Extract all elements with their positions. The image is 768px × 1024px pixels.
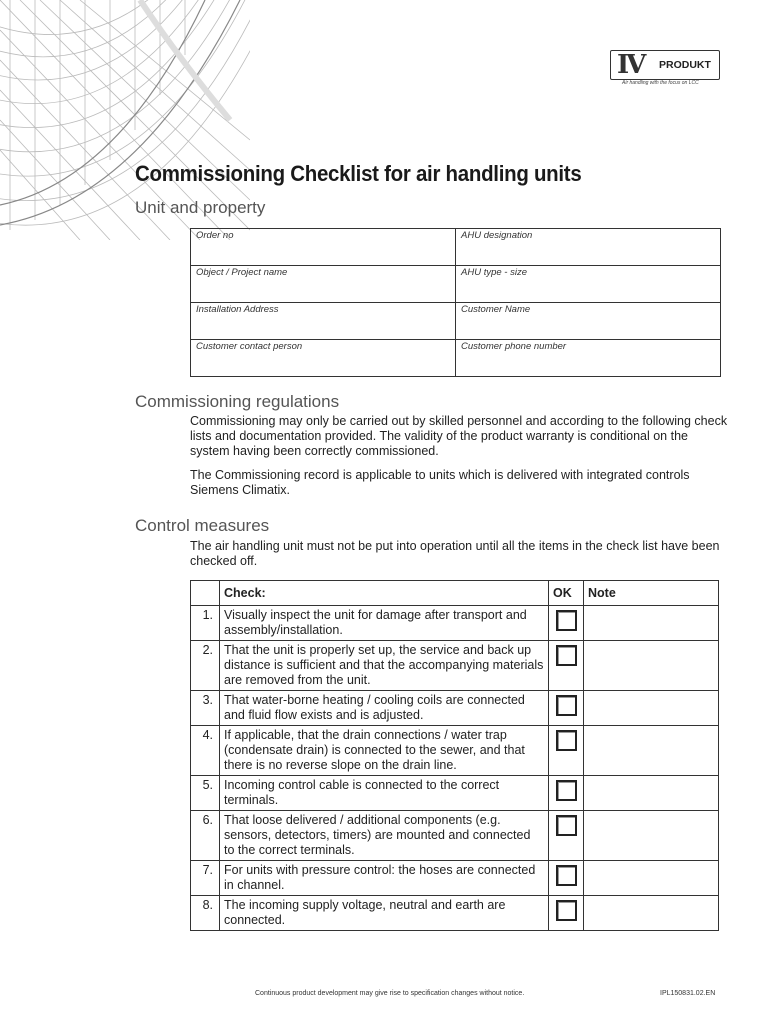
- ok-cell: [549, 861, 584, 896]
- control-measures-heading: Control measures: [135, 516, 270, 535]
- item-text: Visually inspect the unit for damage after transport and assembly/installation.: [220, 606, 549, 641]
- iv-produkt-logo: [610, 42, 722, 92]
- ok-checkbox[interactable]: [556, 730, 577, 751]
- ok-cell: [549, 811, 584, 861]
- checklist-row: [191, 861, 719, 896]
- note-cell[interactable]: [584, 811, 719, 861]
- customer-name-field[interactable]: Customer Name: [456, 303, 721, 340]
- ok-cell: [549, 691, 584, 726]
- item-number: 4.: [191, 726, 220, 776]
- check-column-header: Check:: [220, 581, 549, 606]
- logo-tagline: Air handling with the focus on LCC: [622, 80, 699, 86]
- item-text: Incoming control cable is connected to the correct terminals.: [220, 776, 549, 811]
- item-number: 2.: [191, 641, 220, 691]
- customer-contact-field[interactable]: Customer contact person: [191, 340, 456, 377]
- installation-address-field[interactable]: Installation Address: [191, 303, 456, 340]
- document-title: Commissioning Checklist for air handling units: [135, 161, 582, 186]
- item-number: 5.: [191, 776, 220, 811]
- item-text: That water-borne heating / cooling coils are connected and fluid flow exists and is adjusted.: [220, 691, 549, 726]
- order-no-field[interactable]: Order no: [191, 229, 456, 266]
- ok-checkbox[interactable]: [556, 780, 577, 801]
- item-number: 6.: [191, 811, 220, 861]
- note-cell[interactable]: [584, 861, 719, 896]
- checklist-row: [191, 776, 719, 811]
- checklist-row: [191, 726, 719, 776]
- info-row: [191, 266, 721, 303]
- note-cell[interactable]: [584, 606, 719, 641]
- ok-checkbox[interactable]: [556, 645, 577, 666]
- ok-cell: [549, 776, 584, 811]
- unit-property-table: [190, 228, 721, 377]
- item-number: 1.: [191, 606, 220, 641]
- ok-cell: [549, 726, 584, 776]
- footer-disclaimer: Continuous product development may give rise to specification changes without notice.: [255, 990, 525, 997]
- ok-checkbox[interactable]: [556, 900, 577, 921]
- checklist-row: [191, 606, 719, 641]
- info-row: [191, 340, 721, 377]
- control-measures-paragraph: The air handling unit must not be put into operation until all the items in the check list have been checked off.: [190, 539, 720, 568]
- logo-wordmark: PRODUKT: [659, 59, 711, 71]
- note-cell[interactable]: [584, 641, 719, 691]
- item-text: The incoming supply voltage, neutral and earth are connected.: [220, 896, 549, 931]
- item-text: That the unit is properly set up, the service and back up distance is sufficient and that the accompanying materials are removed from the unit.: [220, 641, 549, 691]
- item-number: 7.: [191, 861, 220, 896]
- ok-checkbox[interactable]: [556, 695, 577, 716]
- ahu-type-size-field[interactable]: AHU type - size: [456, 266, 721, 303]
- item-text: For units with pressure control: the hoses are connected in channel.: [220, 861, 549, 896]
- checklist-header-row: [191, 581, 719, 606]
- regulations-paragraph-1: Commissioning may only be carried out by skilled personnel and according to the following check lists and documentation provided. The validity of the product warranty is conditional on the system having been correctly commissioned.: [190, 414, 728, 458]
- project-name-field[interactable]: Object / Project name: [191, 266, 456, 303]
- logo-frame: [610, 50, 720, 80]
- note-cell[interactable]: [584, 896, 719, 931]
- note-cell[interactable]: [584, 776, 719, 811]
- ok-cell: [549, 606, 584, 641]
- ok-checkbox[interactable]: [556, 865, 577, 886]
- customer-phone-field[interactable]: Customer phone number: [456, 340, 721, 377]
- ok-column-header: OK: [549, 581, 584, 606]
- note-cell[interactable]: [584, 726, 719, 776]
- checklist-row: [191, 691, 719, 726]
- ok-checkbox[interactable]: [556, 815, 577, 836]
- checklist-row: [191, 641, 719, 691]
- info-row: [191, 303, 721, 340]
- info-row: [191, 229, 721, 266]
- ok-checkbox[interactable]: [556, 610, 577, 631]
- item-number: 8.: [191, 896, 220, 931]
- item-text: That loose delivered / additional components (e.g. sensors, detectors, timers) are mounted and connected to the correct terminals.: [220, 811, 549, 861]
- ok-cell: [549, 641, 584, 691]
- checklist-row: [191, 896, 719, 931]
- unit-property-heading: Unit and property: [135, 198, 266, 217]
- item-text: If applicable, that the drain connections / water trap (condensate drain) is connected to the sewer, and that there is no reverse slope on the drain line.: [220, 726, 549, 776]
- logo-mark: IV: [617, 50, 644, 80]
- ahu-designation-field[interactable]: AHU designation: [456, 229, 721, 266]
- regulations-paragraph-2: The Commissioning record is applicable to units which is delivered with integrated controls Siemens Climatix.: [190, 468, 690, 497]
- checklist-row: [191, 811, 719, 861]
- number-column-header: [191, 581, 220, 606]
- note-column-header: Note: [584, 581, 719, 606]
- checklist-table: [190, 580, 719, 931]
- note-cell[interactable]: [584, 691, 719, 726]
- document-code: IPL150831.02.EN: [660, 990, 716, 997]
- regulations-heading: Commissioning regulations: [135, 392, 340, 411]
- ok-cell: [549, 896, 584, 931]
- item-number: 3.: [191, 691, 220, 726]
